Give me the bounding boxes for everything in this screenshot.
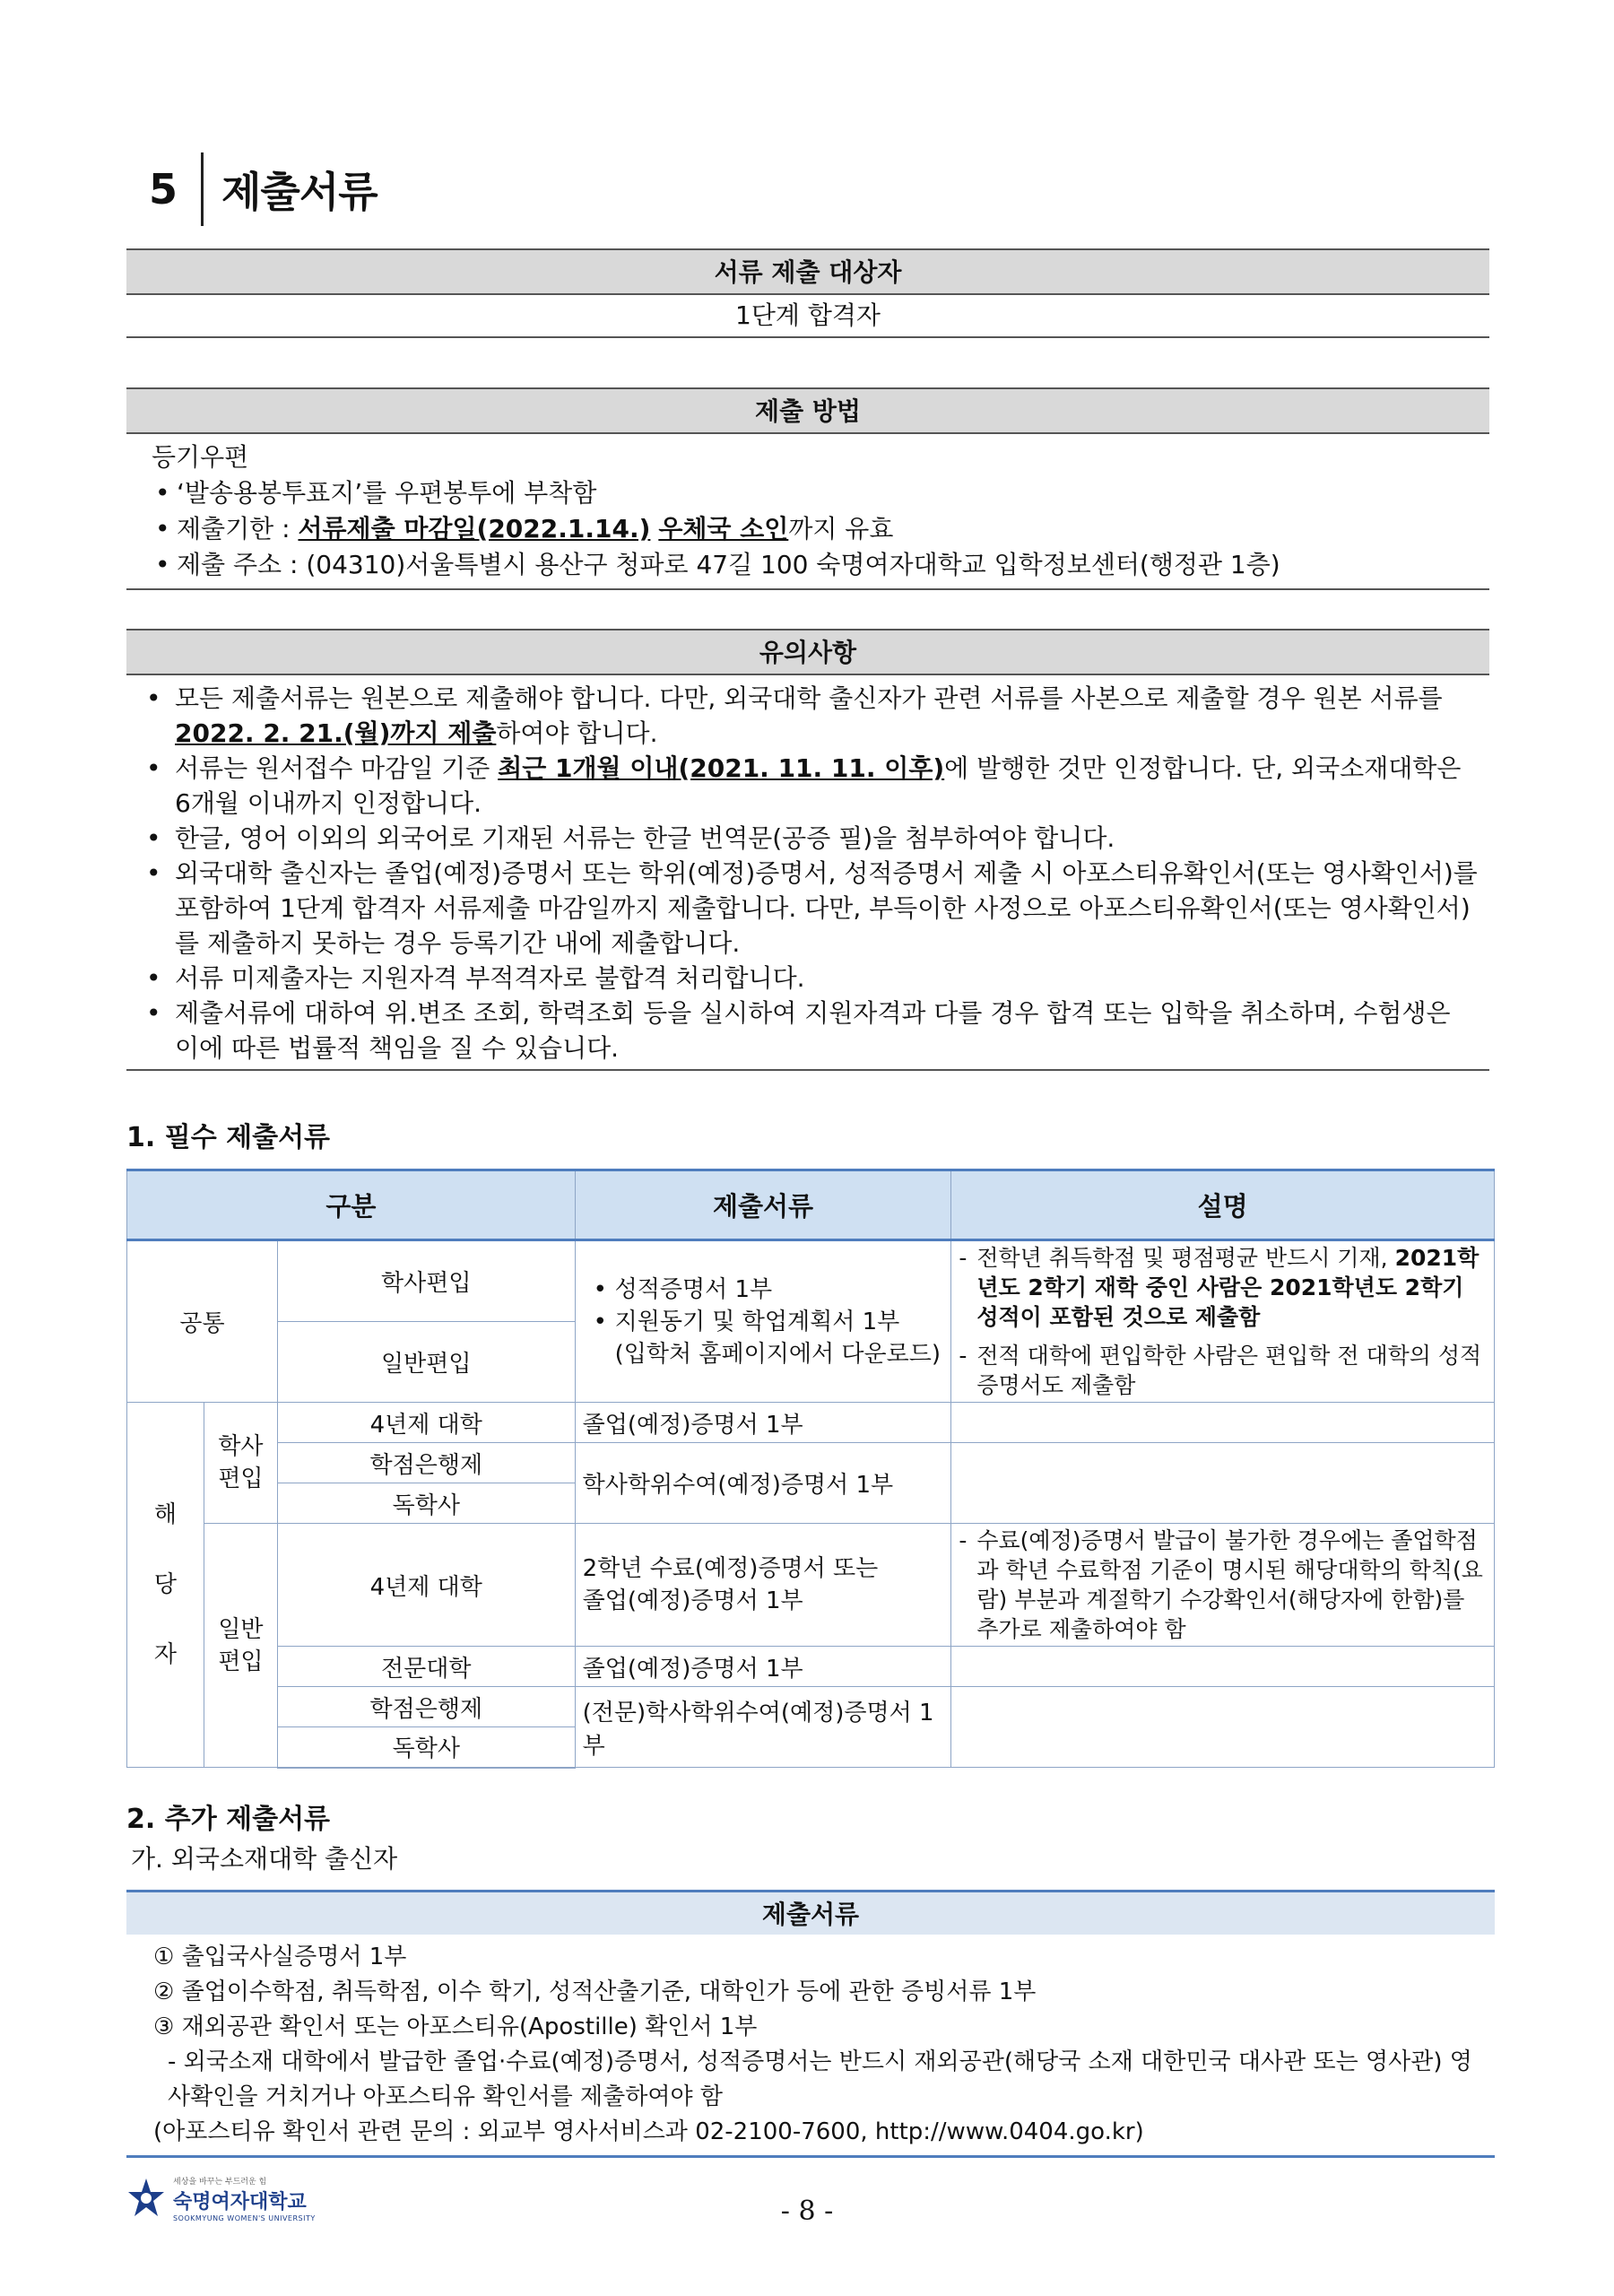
section-number: 5 [149, 165, 178, 213]
note-emphasis: 2022. 2. 21.(월)까지 제출 [175, 718, 497, 748]
additional-item: ① 출입국사실증명서 1부 [153, 1944, 407, 1970]
method-header: 제출 방법 [126, 387, 1489, 434]
required-heading: 1. 필수 제출서류 [126, 1122, 331, 1153]
subcategory: 독학사 [277, 1727, 575, 1768]
note-text: 서류는 원서접수 마감일 기준 [175, 753, 499, 783]
subcategory: 학점은행제 [277, 1687, 575, 1727]
category-label: 편입 [218, 1465, 264, 1492]
method-item-address: • 제출 주소 : (04310)서울특별시 용산구 청파로 47길 100 숙명여자대학교 입학정보센터(행정관 1층) [155, 547, 1489, 583]
method-item: • ‘발송용봉투표지’를 우편봉투에 부착함 [155, 475, 1489, 511]
additional-docs-box [126, 1890, 1495, 2158]
table-row [127, 1443, 1495, 1483]
target-box [126, 248, 1489, 338]
deadline-date: 서류제출 마감일(2022.1.14.) [298, 514, 651, 544]
category-label: 편입 [218, 1648, 264, 1675]
additional-item: ③ 재외공관 확인서 또는 아포스티유(Apostille) 확인서 1부 [153, 2013, 758, 2040]
category-general [204, 1524, 277, 1768]
method-type: 등기우편 [152, 442, 249, 472]
note-item: • 서류 미제출자는 지원자격 부적격자로 불합격 처리합니다. [135, 961, 1480, 996]
notes-header: 유의사항 [126, 629, 1489, 675]
doc-item: • 성적증명서 1부 [594, 1274, 944, 1306]
logo-name-en: SOOKMYUNG WOMEN'S UNIVERSITY [173, 2214, 316, 2222]
note-item [135, 681, 1480, 751]
doc-note: (입학처 홈페이지에서 다운로드) [614, 1340, 941, 1368]
method-body [126, 434, 1489, 590]
category-label: 학사 [218, 1433, 264, 1460]
desc-item: - 수료(예정)증명서 발급이 불가한 경우에는 졸업학점과 학년 수료학점 기준이 명시된 해당대학의 학칙(요람) 부분과 계절학기 수강확인서(해당자에 한함)를 추가로 제출하여야 함 [959, 1526, 1487, 1644]
note-text: 모든 제출서류는 원본으로 제출해야 합니다. 다만, 외국대학 출신자가 관련 서류를 사본으로 제출할 경우 원본 서류를 [175, 683, 1443, 713]
note-text: 에 발행한 것만 인정합니다. 단, 외국소재대학은 6개월 이내까지 인정합니다. [175, 753, 1462, 818]
vertical-char: 당 [153, 1571, 178, 1598]
desc-item [959, 1243, 1487, 1332]
method-item-deadline [155, 511, 1489, 547]
subcategory: 4년제 대학 [277, 1403, 575, 1443]
desc-cell [951, 1687, 1495, 1768]
notes-box [126, 629, 1489, 1071]
doc-item: • 지원동기 및 학업계획서 1부 [594, 1306, 944, 1338]
common-docs [575, 1240, 951, 1403]
method-box [126, 387, 1489, 590]
category-applicable [127, 1403, 204, 1768]
section-heading [149, 151, 377, 228]
deadline-label: 제출기한 : [177, 514, 299, 544]
vertical-char: 자 [153, 1641, 178, 1668]
table-row [127, 1647, 1495, 1687]
doc-cell: (전문)학사학위수여(예정)증명서 1부 [575, 1687, 951, 1768]
table-header-row [127, 1170, 1495, 1240]
category-common: 공통 [127, 1240, 278, 1403]
target-header: 서류 제출 대상자 [126, 248, 1489, 295]
target-value: 1단계 합격자 [126, 295, 1489, 338]
subcategory: 전문대학 [277, 1647, 575, 1687]
table-row [127, 1687, 1495, 1727]
doc-cell: 학사학위수여(예정)증명서 1부 [575, 1443, 951, 1524]
additional-docs-header: 제출서류 [126, 1890, 1495, 1935]
note-item: • 외국대학 출신자는 졸업(예정)증명서 또는 학위(예정)증명서, 성적증명서 제출 시 아포스티유확인서(또는 영사확인서)를 포함하여 1단계 합격자 서류제출 마감일까지 제출합니다. 다만, 부득이한 사정으로 아포스티유확인서(또는 영사확인서)를 제출하지 못하는 경우 등록기간 내에 제출합니다. [135, 856, 1480, 961]
notes-body [126, 675, 1489, 1071]
table-row [127, 1240, 1495, 1322]
section-title: 제출서류 [221, 168, 377, 216]
note-item [135, 751, 1480, 821]
logo-name-ko: 숙명여자대학교 [173, 2191, 307, 2213]
category-bachelor [204, 1403, 277, 1524]
desc-emphasis: 2021학년도 2학기 재학 중인 사람은 2021학년도 2학기 성적이 포함된 것으로 제출함 [976, 1245, 1480, 1330]
doc-line: 졸업(예정)증명서 1부 [582, 1587, 803, 1614]
additional-contact: (아포스티유 확인서 관련 문의 : 외교부 영사서비스과 02-2100-7600, http://www.0404.go.kr) [153, 2118, 1144, 2145]
subcategory: 일반편입 [277, 1321, 575, 1403]
required-docs-table [126, 1169, 1495, 1769]
desc-cell [951, 1524, 1495, 1647]
category-label: 일반 [218, 1615, 264, 1643]
deadline-space [650, 514, 658, 544]
additional-docs-body [126, 1935, 1495, 2158]
desc-item: - 전적 대학에 편입학한 사람은 편입학 전 대학의 성적증명서도 제출함 [959, 1341, 1487, 1400]
note-text: 하여야 합니다. [496, 718, 658, 748]
vertical-char: 해 [153, 1501, 178, 1528]
subcategory: 학점은행제 [277, 1443, 575, 1483]
common-desc [951, 1240, 1495, 1403]
note-item: • 제출서류에 대하여 위.변조 조회, 학력조회 등을 실시하여 지원자격과 다를 경우 합격 또는 입학을 취소하며, 수험생은 이에 따른 법률적 책임을 질 수 있습니다. [135, 996, 1480, 1065]
doc-cell: 졸업(예정)증명서 1부 [575, 1403, 951, 1443]
subcategory: 독학사 [277, 1483, 575, 1524]
desc-cell [951, 1647, 1495, 1687]
desc-cell [951, 1403, 1495, 1443]
desc-text: 전학년 취득학점 및 평점평균 반드시 기재, [976, 1245, 1395, 1271]
section-divider [201, 152, 204, 226]
doc-line: 2학년 수료(예정)증명서 또는 [582, 1555, 879, 1582]
additional-subheading: 가. 외국소재대학 출신자 [131, 1844, 398, 1874]
th-desc: 설명 [951, 1170, 1495, 1240]
doc-cell: 졸업(예정)증명서 1부 [575, 1647, 951, 1687]
table-row [127, 1403, 1495, 1443]
desc-cell [951, 1443, 1495, 1524]
note-item: • 한글, 영어 이외의 외국어로 기재된 서류는 한글 번역문(공증 필)을 첨부하여야 합니다. [135, 821, 1480, 856]
table-row [127, 1524, 1495, 1647]
subcategory: 학사편입 [277, 1240, 575, 1322]
deadline-postmark: 우체국 소인 [658, 514, 789, 544]
note-emphasis: 최근 1개월 이내(2021. 11. 11. 이후) [498, 753, 945, 783]
doc-cell [575, 1524, 951, 1647]
deadline-suffix: 까지 유효 [788, 514, 894, 544]
additional-note: - 외국소재 대학에서 발급한 졸업·수료(예정)증명서, 성적증명서는 반드시 재외공관(해당국 소재 대한민국 대사관 또는 영사관) 영사확인을 거치거나 아포스티유 확인서를 제출하여야 함 [168, 2048, 1472, 2110]
th-docs: 제출서류 [575, 1170, 951, 1240]
page-number: - 8 - [780, 2196, 834, 2227]
th-category: 구분 [127, 1170, 576, 1240]
subcategory: 4년제 대학 [277, 1524, 575, 1647]
additional-heading: 2. 추가 제출서류 [126, 1804, 331, 1835]
logo-tagline: 세상을 바꾸는 부드러운 힘 [173, 2178, 267, 2187]
additional-item: ② 졸업이수학점, 취득학점, 이수 학기, 성적산출기준, 대학인가 등에 관한 증빙서류 1부 [153, 1979, 1037, 2005]
